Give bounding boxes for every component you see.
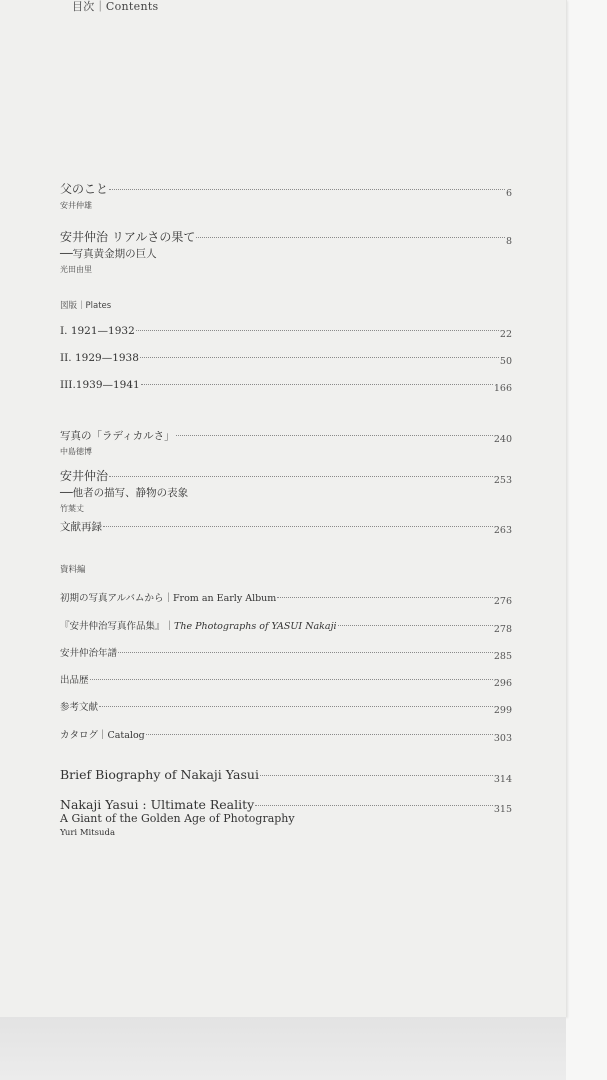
entry-title: カタログ｜Catalog xyxy=(60,730,145,741)
section-label-plates: 図版｜Plates xyxy=(60,301,112,311)
entry-author: Yuri Mitsuda xyxy=(60,828,116,838)
toc-entry-reprints xyxy=(60,519,512,534)
entry-title: II. 1929—1938 xyxy=(60,352,139,364)
entry-subtitle: ──他者の描写、静物の表象 xyxy=(60,487,189,499)
entry-title: 参考文献 xyxy=(60,702,99,713)
page-title: 目次｜Contents xyxy=(72,0,159,13)
page-number: 22 xyxy=(499,329,512,340)
entry-title: III.1939—1941 xyxy=(60,379,140,391)
dot-leader xyxy=(260,775,493,776)
dot-leader xyxy=(109,189,505,190)
toc-entry-yasui-other xyxy=(60,467,512,514)
background-surface xyxy=(566,0,607,1080)
entry-title: Brief Biography of Nakaji Yasui xyxy=(60,767,259,782)
page-shadow xyxy=(0,1017,566,1080)
page-number: 299 xyxy=(493,705,512,716)
entry-title xyxy=(60,618,337,632)
dot-leader xyxy=(103,526,493,527)
page-number: 296 xyxy=(493,678,512,689)
toc-entry-plates-1 xyxy=(60,325,512,340)
toc-entry-plates-2 xyxy=(60,352,512,367)
entry-title: 安井仲治年譜 xyxy=(60,648,118,659)
entry-subtitle: ──写真黄金期の巨人 xyxy=(60,248,157,260)
entry-title: 安井仲治 xyxy=(60,469,109,483)
entry-title: 文献再録 xyxy=(60,521,102,533)
dot-leader xyxy=(277,597,493,598)
toc-entry-early-album xyxy=(60,590,512,607)
entry-title: 出品歴 xyxy=(60,675,89,686)
entry-title: 写真の「ラディカルさ」 xyxy=(60,430,175,442)
page-number: 6 xyxy=(505,188,512,199)
page-number: 285 xyxy=(493,651,512,662)
dot-leader xyxy=(338,625,493,626)
entry-author: 中島徳博 xyxy=(60,447,92,456)
page-number: 315 xyxy=(493,804,512,815)
section-label-materials: 資料編 xyxy=(60,565,86,575)
page-number: 240 xyxy=(493,434,512,445)
entry-title: 父のこと xyxy=(60,182,109,196)
page-number: 8 xyxy=(505,236,512,247)
dot-leader xyxy=(176,435,493,436)
toc-entry-father xyxy=(60,180,512,211)
dot-leader xyxy=(146,734,493,735)
entry-author: 安井仲雄 xyxy=(60,201,92,210)
toc-entry-yasui-reality xyxy=(60,228,512,275)
toc-entry-photographs xyxy=(60,618,512,635)
dot-leader xyxy=(140,357,499,358)
toc-entry-ultimate-reality xyxy=(60,797,512,838)
page-number: 166 xyxy=(493,383,512,394)
toc-entry-bibliography xyxy=(60,699,512,716)
dot-leader xyxy=(99,706,493,707)
entry-subtitle: A Giant of the Golden Age of Photography xyxy=(60,812,295,825)
page-number: 278 xyxy=(493,624,512,635)
dot-leader xyxy=(196,237,505,238)
dot-leader xyxy=(118,652,493,653)
dot-leader xyxy=(255,805,493,806)
entry-author: 竹葉丈 xyxy=(60,504,84,513)
toc-entry-exhibitions xyxy=(60,672,512,689)
dot-leader xyxy=(141,384,493,385)
entry-title: I. 1921—1932 xyxy=(60,325,135,337)
toc-entry-catalog xyxy=(60,727,512,744)
entry-author: 光田由里 xyxy=(60,265,92,274)
toc-entry-radical xyxy=(60,428,512,457)
page-number: 50 xyxy=(499,356,512,367)
entry-title: 初期の写真アルバムから｜From an Early Album xyxy=(60,593,277,604)
page-number: 253 xyxy=(493,475,512,486)
dot-leader xyxy=(136,330,499,331)
page-number: 263 xyxy=(493,525,512,536)
page-number: 276 xyxy=(493,596,512,607)
page-number: 303 xyxy=(493,733,512,744)
toc-entry-chronology xyxy=(60,645,512,662)
entry-title-jp: 『安井仲治写真作品集』｜ xyxy=(60,621,175,632)
toc-entry-brief-biography xyxy=(60,767,512,785)
entry-title: Nakaji Yasui : Ultimate Reality xyxy=(60,797,255,812)
page-number: 314 xyxy=(493,774,512,785)
entry-title-en: The Photographs of YASUI Nakaji xyxy=(174,621,337,632)
dot-leader xyxy=(109,476,493,477)
entry-title: 安井仲治 リアルさの果て xyxy=(60,230,196,244)
toc-entry-plates-3 xyxy=(60,379,512,394)
dot-leader xyxy=(90,679,493,680)
